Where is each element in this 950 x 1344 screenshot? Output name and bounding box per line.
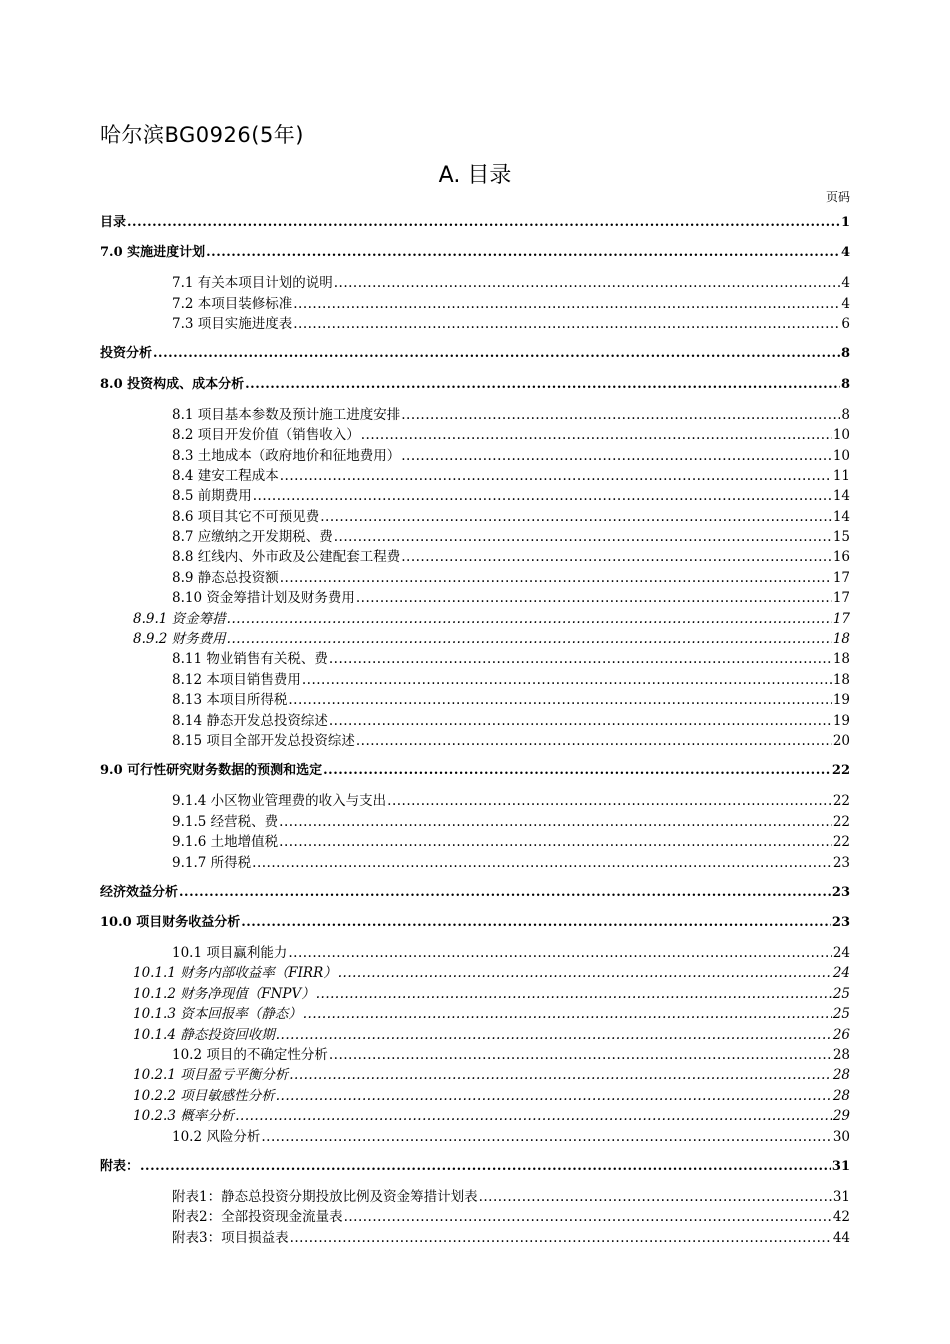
toc-dot-leader: [279, 812, 832, 832]
toc-entry[interactable]: [100, 547, 850, 567]
toc-entry-page: 31: [831, 1158, 850, 1174]
toc-dot-leader: [356, 731, 832, 751]
toc-dot-leader: [245, 375, 840, 395]
toc-entry-title: 10.1.1 财务内部收益率（FIRR）: [133, 965, 337, 982]
toc-entry-page: 28: [832, 1047, 850, 1064]
toc-entry-title: 9.1.7 所得税: [172, 854, 252, 871]
toc-entry[interactable]: [100, 1045, 850, 1065]
toc-dot-leader: [241, 913, 831, 933]
toc-entry-title: 7.1 有关本项目计划的说明: [172, 275, 333, 292]
toc-entry-page: 19: [832, 712, 850, 729]
toc-entry-title: 10.2 风险分析: [172, 1128, 261, 1145]
toc-entry[interactable]: [100, 649, 850, 669]
toc-entry-title: 7.0 实施进度计划: [100, 245, 206, 261]
toc-dot-leader: [293, 314, 840, 334]
toc-entry-title: 8.13 本项目所得税: [172, 692, 288, 709]
toc-entry-page: 42: [832, 1209, 850, 1226]
toc-entry-page: 31: [832, 1188, 850, 1205]
toc-dot-leader: [253, 486, 832, 506]
toc-entry[interactable]: [100, 963, 850, 983]
toc-entry-title: 9.1.4 小区物业管理费的收入与支出: [172, 793, 387, 810]
toc-entry-page: 22: [831, 763, 850, 779]
toc-entry[interactable]: [100, 913, 850, 933]
toc-entry-title: 8.8 红线内、外市政及公建配套工程费: [172, 549, 401, 566]
toc-entry-title: 投资分析: [100, 346, 153, 362]
toc-dot-leader: [289, 1065, 832, 1085]
toc-entry-title: 附表：: [100, 1158, 140, 1174]
toc-dot-leader: [127, 213, 840, 233]
toc-entry[interactable]: [100, 375, 850, 395]
document-title: 哈尔滨BG0926(5年): [100, 123, 305, 147]
toc-entry[interactable]: [100, 853, 850, 873]
toc-dot-leader: [227, 609, 832, 629]
toc-entry-page: 30: [832, 1128, 850, 1145]
toc-dot-leader: [323, 761, 831, 781]
toc-dot-leader: [303, 1004, 832, 1024]
toc-entry-title: 8.15 项目全部开发总投资综述: [172, 732, 355, 749]
toc-entry-page: 23: [831, 884, 850, 900]
toc-entry-title: 8.0 投资构成、成本分析: [100, 376, 245, 392]
page-column-label: 页码: [825, 190, 850, 204]
toc-entry[interactable]: [100, 1086, 850, 1106]
toc-entry-title: 10.0 项目财务收益分析: [100, 914, 241, 930]
toc-entry-title: 8.7 应缴纳之开发期税、费: [172, 529, 333, 546]
toc-entry-title: 经济效益分析: [100, 884, 179, 900]
toc-dot-leader: [356, 588, 832, 608]
toc-entry[interactable]: [100, 568, 850, 588]
toc-entry[interactable]: [100, 588, 850, 608]
toc-dot-leader: [179, 883, 831, 903]
toc-entry[interactable]: [100, 243, 850, 263]
toc-entry[interactable]: [100, 507, 850, 527]
toc-entry-page: 18: [832, 651, 850, 668]
toc-entry[interactable]: [100, 629, 850, 649]
toc-entry-page: 14: [832, 508, 850, 525]
toc-dot-leader: [316, 984, 832, 1004]
toc-entry-page: 4: [840, 245, 850, 261]
toc-entry[interactable]: [100, 791, 850, 811]
toc-dot-leader: [320, 507, 832, 527]
toc-entry-title: 附表3：项目损益表: [172, 1229, 289, 1246]
toc-entry[interactable]: [100, 731, 850, 751]
toc-entry-page: 18: [832, 631, 850, 648]
toc-entry[interactable]: [100, 984, 850, 1004]
toc-entry[interactable]: [100, 832, 850, 852]
toc-entry-title: 8.2 项目开发价值（销售收入）: [172, 427, 360, 444]
toc-entry-page: 10: [832, 447, 850, 464]
toc-dot-leader: [235, 1106, 832, 1126]
toc-entry[interactable]: [100, 1065, 850, 1085]
toc-entry-page: 22: [832, 793, 850, 810]
toc-dot-leader: [206, 243, 840, 263]
toc-entry-page: 24: [832, 965, 850, 982]
toc-heading: A. 目录: [438, 163, 512, 188]
toc-entry-page: 24: [832, 945, 850, 962]
toc-entry-page: 18: [832, 671, 850, 688]
toc-entry-page: 6: [841, 316, 850, 333]
toc-entry-title: 8.9.1 资金筹措: [133, 610, 226, 627]
toc-entry[interactable]: [100, 761, 850, 781]
toc-entry[interactable]: [100, 314, 850, 334]
toc-entry-page: 29: [832, 1108, 850, 1125]
toc-entry-title: 10.1.2 财务净现值（FNPV）: [133, 985, 315, 1002]
toc-entry[interactable]: [100, 690, 850, 710]
toc-dot-leader: [293, 294, 840, 314]
toc-entry-page: 4: [841, 275, 850, 292]
toc-entry-page: 1: [840, 215, 850, 230]
toc-dot-leader: [279, 832, 832, 852]
toc-entry[interactable]: [100, 1127, 850, 1147]
toc-entry[interactable]: [100, 812, 850, 832]
toc-entry-page: 17: [832, 610, 850, 627]
toc-entry-title: 10.1.4 静态投资回收期: [133, 1026, 275, 1043]
toc-entry[interactable]: [100, 527, 850, 547]
toc-dot-leader: [290, 1228, 832, 1248]
toc-dot-leader: [401, 446, 832, 466]
toc-entry[interactable]: [100, 466, 850, 486]
toc-dot-leader: [334, 527, 832, 547]
toc-entry-title: 8.14 静态开发总投资综述: [172, 712, 328, 729]
toc-entry-page: 17: [832, 590, 850, 607]
toc-entry-title: 10.1.3 资本回报率（静态）: [133, 1006, 302, 1023]
toc-entry-page: 19: [832, 692, 850, 709]
toc-dot-leader: [401, 547, 832, 567]
toc-entry-page: 23: [831, 914, 850, 930]
toc-entry[interactable]: [100, 1228, 850, 1248]
toc-entry-title: 8.12 本项目销售费用: [172, 671, 301, 688]
toc-entry[interactable]: [100, 883, 850, 903]
toc-entry[interactable]: [100, 213, 850, 233]
toc-dot-leader: [261, 1127, 831, 1147]
toc-dot-leader: [153, 344, 840, 364]
toc-entry-page: 15: [832, 529, 850, 546]
toc-dot-leader: [479, 1187, 832, 1207]
toc-entry-page: 11: [832, 467, 850, 484]
toc-entry[interactable]: [100, 1004, 850, 1024]
toc-entry-title: 附表1：静态总投资分期投放比例及资金筹措计划表: [172, 1188, 478, 1205]
toc-dot-leader: [276, 1025, 832, 1045]
toc-entry-title: 10.2.1 项目盈亏平衡分析: [133, 1067, 289, 1084]
toc-dot-leader: [276, 1086, 832, 1106]
toc-entry-title: 8.11 物业销售有关税、费: [172, 651, 328, 668]
toc-entry-title: 10.2.3 概率分析: [133, 1108, 235, 1125]
toc-entry[interactable]: [100, 1025, 850, 1045]
toc-entry[interactable]: [100, 294, 850, 314]
toc-dot-leader: [329, 649, 832, 669]
toc-dot-leader: [329, 711, 832, 731]
toc-entry[interactable]: [100, 670, 850, 690]
toc-entry[interactable]: [100, 1106, 850, 1126]
toc-entry-title: 8.9 静态总投资额: [172, 569, 279, 586]
toc-entry-title: 9.1.6 土地增值税: [172, 834, 279, 851]
toc-dot-leader: [361, 425, 832, 445]
toc-entry[interactable]: [100, 425, 850, 445]
toc-entry[interactable]: [100, 405, 850, 425]
toc-dot-leader: [280, 568, 832, 588]
toc-entry[interactable]: [100, 711, 850, 731]
toc-entry-page: 8: [840, 376, 850, 392]
toc-entry-page: 28: [832, 1087, 850, 1104]
toc-entry-page: 25: [832, 1006, 850, 1023]
toc-entry-page: 10: [832, 427, 850, 444]
toc-dot-leader: [288, 943, 831, 963]
toc-entry-title: 8.6 项目其它不可预见费: [172, 508, 320, 525]
toc-entry-page: 28: [832, 1067, 850, 1084]
toc-entry-page: 25: [832, 985, 850, 1002]
toc-entry-title: 10.2 项目的不确定性分析: [172, 1047, 328, 1064]
toc-entry-page: 23: [832, 854, 850, 871]
toc-entry[interactable]: [100, 273, 850, 293]
toc-entry-title: 目录: [100, 215, 127, 230]
toc-entry-page: 22: [832, 813, 850, 830]
toc-entry-title: 10.2.2 项目敏感性分析: [133, 1087, 275, 1104]
toc-entry-page: 22: [832, 834, 850, 851]
toc-dot-leader: [227, 629, 832, 649]
toc-entry-title: 8.5 前期费用: [172, 488, 252, 505]
toc-dot-leader: [288, 690, 831, 710]
toc-entry-title: 8.9.2 财务费用: [133, 631, 226, 648]
toc-dot-leader: [302, 670, 832, 690]
toc-dot-leader: [280, 466, 832, 486]
toc-entry[interactable]: [100, 344, 850, 364]
toc-dot-leader: [140, 1157, 831, 1177]
toc-entry[interactable]: [100, 486, 850, 506]
toc-entry-page: 8: [841, 406, 850, 423]
toc-entry-title: 7.2 本项目装修标准: [172, 295, 293, 312]
toc-entry-title: 8.10 资金筹措计划及财务费用: [172, 590, 355, 607]
toc-entry-title: 9.1.5 经营税、费: [172, 813, 279, 830]
toc-dot-leader: [387, 791, 832, 811]
toc-entry-title: 附表2：全部投资现金流量表: [172, 1209, 343, 1226]
toc-entry-title: 8.3 土地成本（政府地价和征地费用）: [172, 447, 401, 464]
toc-entry[interactable]: [100, 1207, 850, 1227]
toc-entry-title: 7.3 项目实施进度表: [172, 316, 293, 333]
toc-dot-leader: [401, 405, 840, 425]
toc-entry[interactable]: [100, 1187, 850, 1207]
toc-entry-page: 44: [832, 1229, 850, 1246]
toc-entry-title: 9.0 可行性研究财务数据的预测和选定: [100, 763, 323, 779]
toc-dot-leader: [338, 963, 832, 983]
toc-entry-page: 8: [840, 346, 850, 362]
toc-entry-page: 26: [832, 1026, 850, 1043]
toc-entry-page: 17: [832, 569, 850, 586]
table-of-contents: [100, 213, 850, 1248]
toc-dot-leader: [344, 1207, 832, 1227]
toc-entry-title: 8.4 建安工程成本: [172, 467, 279, 484]
toc-entry[interactable]: [100, 609, 850, 629]
toc-entry-page: 16: [832, 549, 850, 566]
toc-entry-title: 8.1 项目基本参数及预计施工进度安排: [172, 406, 401, 423]
toc-dot-leader: [252, 853, 832, 873]
toc-entry-title: 10.1 项目赢利能力: [172, 945, 288, 962]
toc-entry[interactable]: [100, 1157, 850, 1177]
toc-dot-leader: [334, 273, 841, 293]
toc-entry[interactable]: [100, 446, 850, 466]
toc-entry-page: 4: [841, 295, 850, 312]
toc-entry[interactable]: [100, 943, 850, 963]
toc-dot-leader: [329, 1045, 832, 1065]
toc-entry-page: 14: [832, 488, 850, 505]
toc-entry-page: 20: [832, 732, 850, 749]
